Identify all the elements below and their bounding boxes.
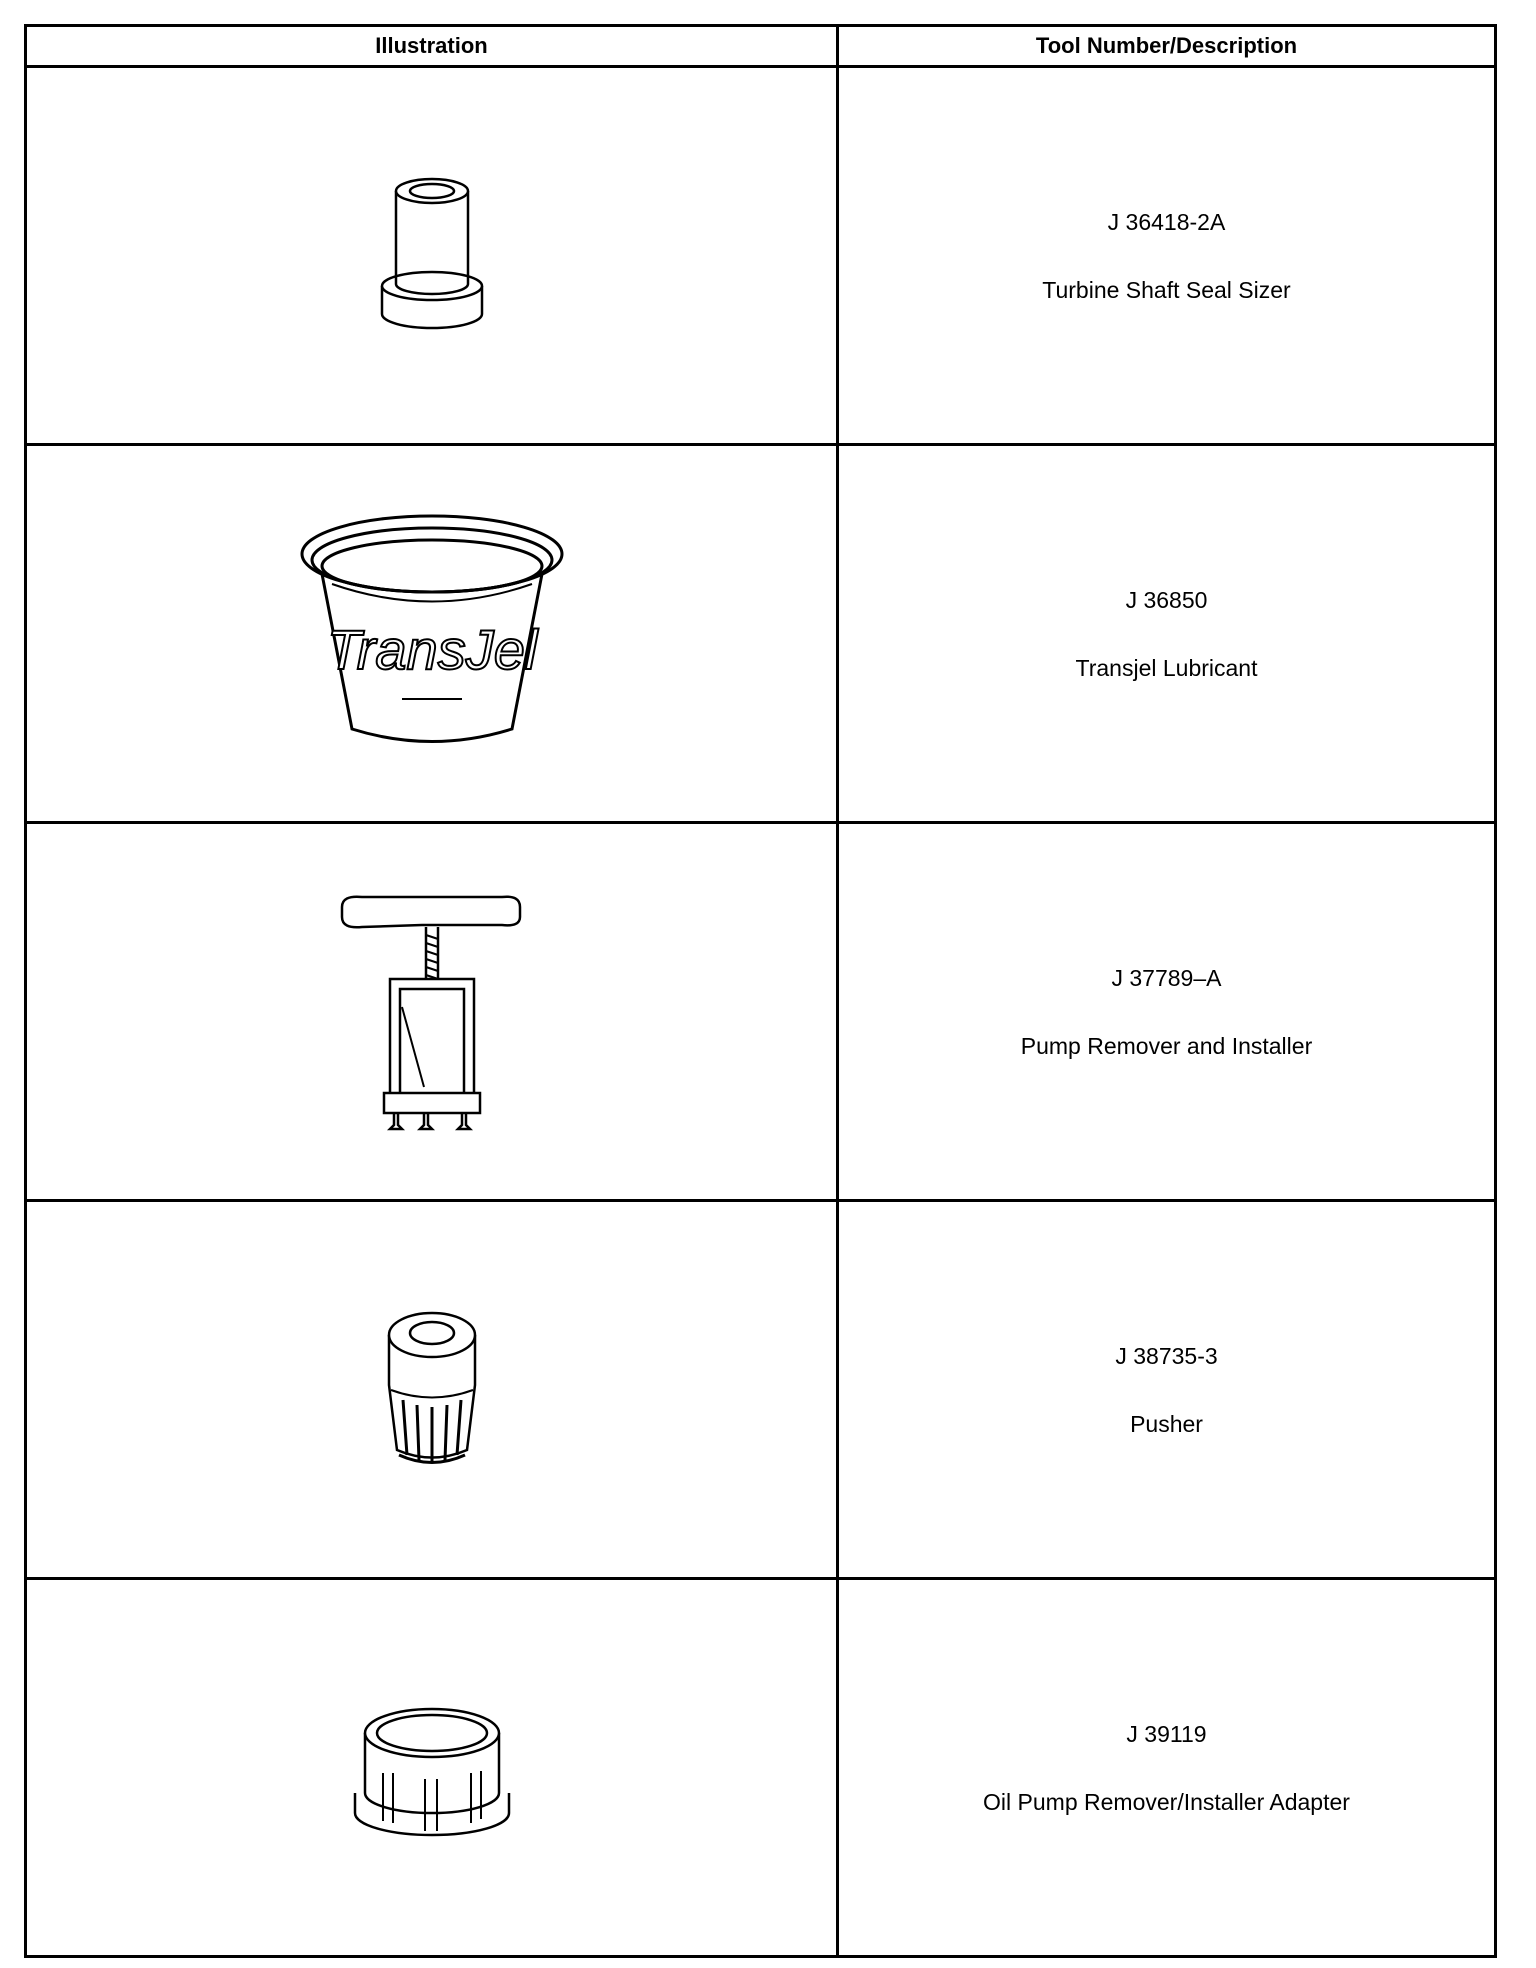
tool-info-cell — [838, 1579, 1496, 1957]
tool-number: J 39119 — [1126, 1720, 1207, 1747]
pusher-icon — [377, 1305, 487, 1475]
tool-description: Pusher — [1130, 1410, 1203, 1437]
tool-info-cell — [838, 67, 1496, 445]
tool-number: J 38735-3 — [1115, 1342, 1218, 1369]
tool-number: J 36418-2A — [1107, 208, 1226, 235]
tool-number: J 37789–A — [1111, 964, 1222, 991]
table-row — [26, 67, 1496, 445]
tool-number: J 36850 — [1125, 586, 1208, 613]
illustration-cell — [26, 1201, 838, 1579]
table-row — [26, 823, 1496, 1201]
illustration-cell — [26, 823, 838, 1201]
special-tools-table — [24, 24, 1497, 1958]
tool-info-cell — [838, 823, 1496, 1201]
illustration-cell — [26, 1579, 838, 1957]
header-tool-description: Tool Number/Description — [838, 26, 1496, 67]
illustration-cell — [26, 445, 838, 823]
t-handle-puller-icon — [332, 887, 532, 1137]
tool-description: Turbine Shaft Seal Sizer — [1042, 276, 1291, 303]
tool-info-cell — [838, 445, 1496, 823]
illustration-cell — [26, 67, 838, 445]
adapter-icon — [347, 1693, 517, 1843]
table-header-row — [26, 26, 1496, 67]
lubricant-label: TransJel — [326, 617, 537, 681]
lubricant-tub-icon — [292, 504, 572, 764]
table-row — [26, 1201, 1496, 1579]
tool-description: Transjel Lubricant — [1075, 654, 1258, 681]
tool-info-cell — [838, 1201, 1496, 1579]
tool-description: Oil Pump Remover/Installer Adapter — [983, 1788, 1350, 1815]
tool-description: Pump Remover and Installer — [1020, 1032, 1313, 1059]
table-row — [26, 445, 1496, 823]
seal-sizer-icon — [362, 156, 502, 356]
table-row — [26, 1579, 1496, 1957]
header-illustration: Illustration — [26, 26, 838, 67]
